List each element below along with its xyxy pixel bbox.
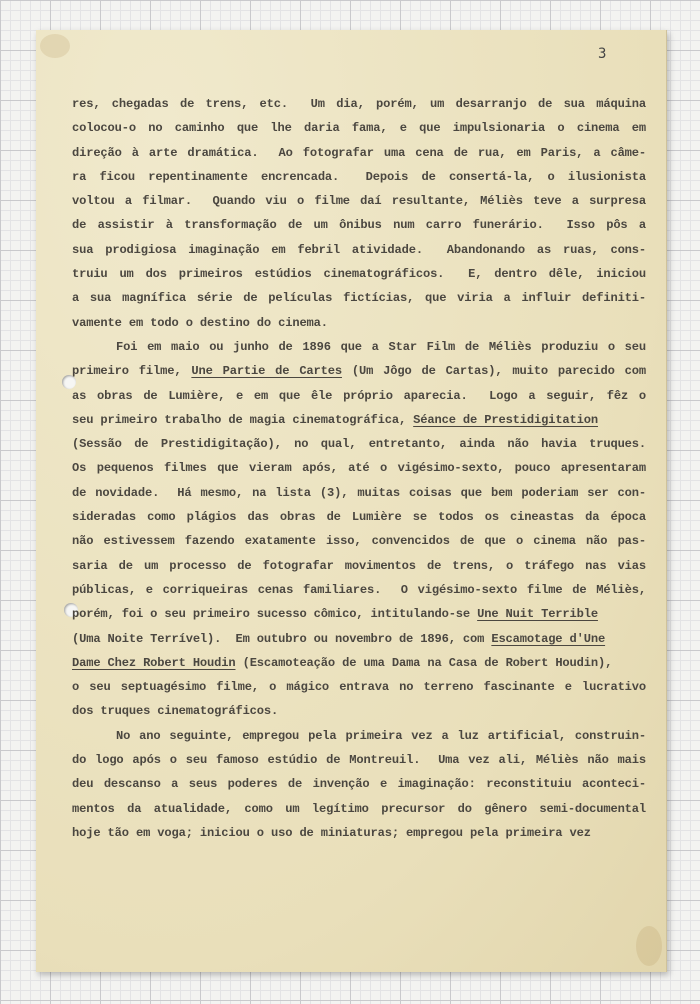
text-line: voltou a filmar. Quando viu o filme daí resultante, Méliès teve a surpresa — [72, 194, 646, 209]
film-title: Une Nuit Terrible — [477, 607, 598, 622]
text-line: a sua magnífica série de películas fictícias, que viria a influir definiti- — [72, 291, 646, 306]
text-line: (Sessão de Prestidigitação), no qual, entretanto, ainda não havia truques. — [72, 437, 646, 452]
film-title: Dame Chez Robert Houdin — [72, 655, 236, 670]
text-line: seu primeiro trabalho de magia cinematográfica, Séance de Prestidigitation — [72, 412, 598, 427]
text-line: mentos da atualidade, como um legítimo precursor do gênero semi-documental — [72, 801, 646, 816]
text-line: No ano seguinte, empregou pela primeira vez a luz artificial, construin- — [116, 728, 646, 743]
film-title: Séance de Prestidigitation — [413, 412, 598, 427]
text-line: truiu um dos primeiros estúdios cinematográficos. E, dentro dêle, iniciou — [72, 267, 646, 282]
text-line: do logo após o seu famoso estúdio de Montreuil. Uma vez ali, Méliès não mais — [72, 753, 646, 768]
paper-stain — [40, 34, 70, 58]
text-line: de assistir à transformação de um ônibus num carro funerário. Isso pôs a — [72, 218, 646, 233]
text-line: ra ficou repentinamente encrencada. Depois de consertá-la, o ilusionista — [72, 169, 646, 184]
text-line: não estivessem fazendo exatamente isso, convencidos de que o cinema não pas- — [72, 534, 646, 549]
text-line: públicas, e corriqueiras cenas familiares. O vigésimo-sexto filme de Méliès, — [72, 582, 646, 597]
text-line: colocou-o no caminho que lhe daria fama, e que impulsionaria o cinema em — [72, 121, 646, 136]
text-line: porém, foi o seu primeiro sucesso cômico, intitulando-se Une Nuit Terrible — [72, 607, 598, 622]
page-number: 3 — [598, 46, 607, 62]
film-title: Une Partie de Cartes — [191, 364, 342, 379]
body-text — [72, 92, 646, 845]
text-line: deu descanso a seus poderes de invenção e imaginação: reconstituiu aconteci- — [72, 777, 646, 792]
text-line: dos truques cinematográficos. — [72, 704, 279, 719]
text-line: de novidade. Há mesmo, na lista (3), muitas coisas que bem poderiam ser con- — [72, 485, 646, 500]
text-line: saria de um processo de fotografar movimentos de trens, o tráfego nas vias — [72, 558, 646, 573]
text-line: primeiro filme, Une Partie de Cartes (Um Jôgo de Cartas), muito parecido com — [72, 364, 646, 379]
text-line: res, chegadas de trens, etc. Um dia, porém, um desarranjo de sua máquina — [72, 97, 646, 111]
text-line: o seu septuagésimo filme, o mágico entrava no terreno fascinante e lucrativo — [72, 680, 646, 695]
text-line: vamente em todo o destino do cinema. — [72, 315, 328, 330]
text-line: Foi em maio ou junho de 1896 que a Star Film de Méliès produziu o seu — [116, 339, 646, 354]
text-line: sideradas como plágios das obras de Lumière se todos os cineastas da época — [72, 510, 646, 525]
text-line: as obras de Lumière, e em que êle próprio aparecia. Logo a seguir, fêz o — [72, 388, 646, 403]
text-line: sua prodigiosa imaginação em febril atividade. Abandonando as ruas, cons- — [72, 242, 646, 257]
text-line: (Uma Noite Terrível). Em outubro ou novembro de 1896, com Escamotage d'Une — [72, 631, 606, 646]
text-line: hoje tão em voga; iniciou o uso de miniaturas; empregou pela primeira vez — [72, 825, 591, 840]
paper-stain — [636, 926, 662, 966]
text-line: direção à arte dramática. Ao fotografar uma cena de rua, em Paris, a câme- — [72, 145, 646, 160]
film-title: Escamotage d'Une — [491, 631, 606, 646]
text-line: Dame Chez Robert Houdin (Escamoteação de uma Dama na Casa de Robert Houdin), — [72, 655, 613, 670]
text-line: Os pequenos filmes que vieram após, até o vigésimo-sexto, pouco apresentaram — [72, 461, 646, 476]
